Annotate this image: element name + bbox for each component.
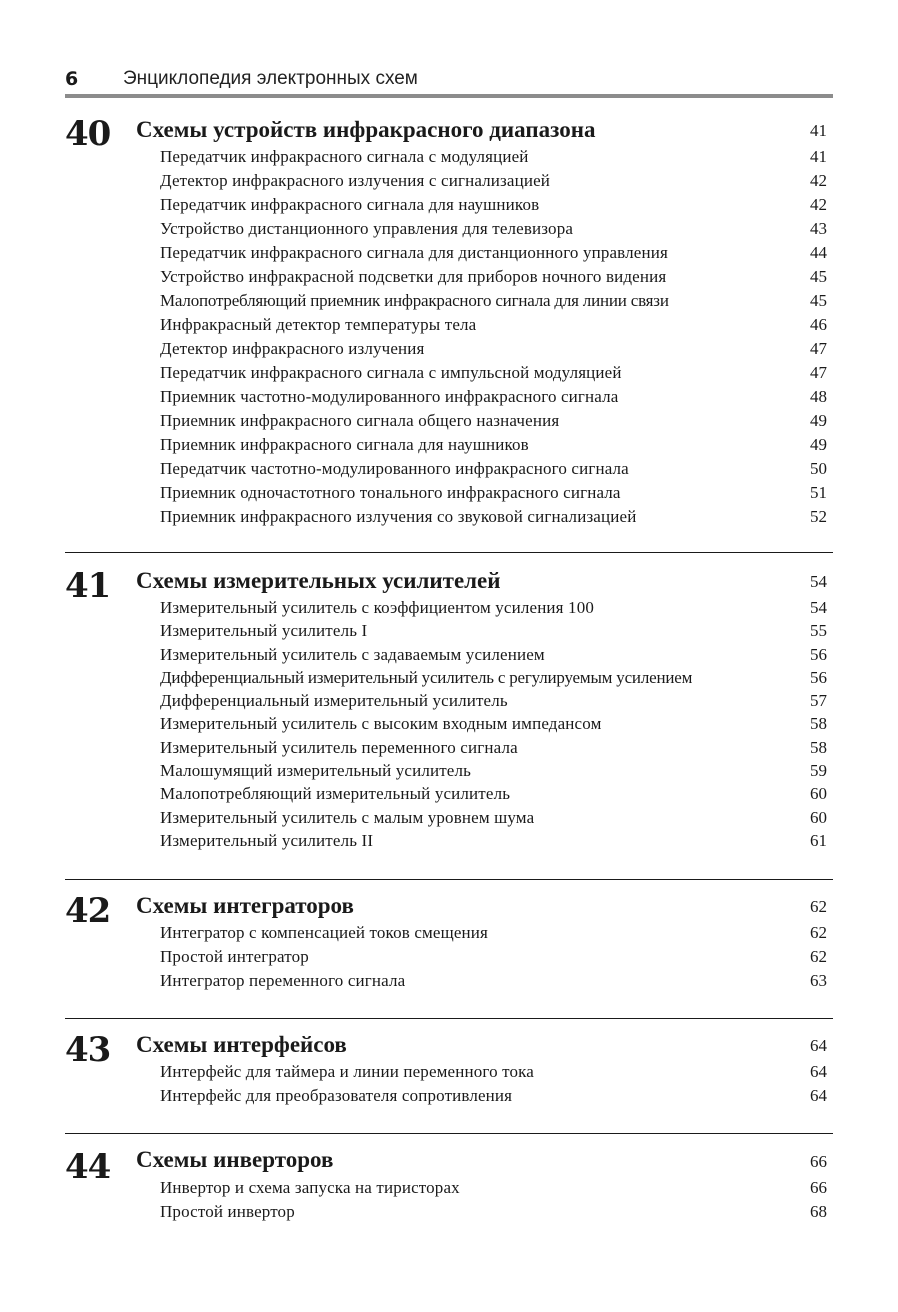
entry-title: Дифференциальный измерительный усилитель с регулируемым усилением <box>160 667 693 687</box>
chapter-number: 42 <box>65 891 111 931</box>
chapter-divider <box>65 1018 833 1019</box>
entry-title: Измерительный усилитель I <box>160 621 368 641</box>
toc-entry[interactable] <box>160 619 827 642</box>
entry-page: 58 <box>810 714 827 734</box>
book-title: Энциклопедия электронных схем <box>123 68 418 89</box>
toc-entry[interactable] <box>160 782 827 805</box>
entry-page: 61 <box>810 830 827 850</box>
entry-page: 46 <box>810 315 827 334</box>
chapter-divider <box>65 879 833 880</box>
entry-title: Малопотребляющий измерительный усилитель <box>160 784 511 804</box>
entry-title: Передатчик инфракрасного сигнала с импульсной модуляцией <box>160 363 622 382</box>
toc-entry[interactable] <box>160 385 827 409</box>
chapter-title[interactable]: Схемы измерительных усилителей <box>136 568 501 593</box>
toc-entry[interactable] <box>160 481 827 505</box>
entry-title: Передатчик инфракрасного сигнала для наушников <box>160 195 540 214</box>
toc-entry[interactable] <box>160 945 827 969</box>
entry-title: Малопотребляющий приемник инфракрасного сигнала для линии связи <box>160 291 669 310</box>
entry-title: Передатчик инфракрасного сигнала для дистанционного управления <box>160 243 668 262</box>
entry-page: 64 <box>810 1062 827 1081</box>
toc-entry[interactable] <box>160 596 827 619</box>
entry-page: 45 <box>810 291 827 310</box>
entry-page: 41 <box>810 147 827 166</box>
entry-title: Малошумящий измерительный усилитель <box>160 761 472 781</box>
entry-title: Интерфейс для таймера и линии переменного тока <box>160 1062 534 1081</box>
entry-title: Интегратор с компенсацией токов смещения <box>160 923 489 942</box>
entry-title: Измерительный усилитель II <box>160 830 374 850</box>
entry-page: 60 <box>810 784 827 804</box>
entry-page: 49 <box>810 411 827 430</box>
entry-title: Измерительный усилитель с высоким входным импедансом <box>160 714 602 734</box>
entry-page: 58 <box>810 737 827 757</box>
entry-title: Приемник инфракрасного излучения со звуковой сигнализацией <box>160 507 637 526</box>
entry-list <box>160 1176 827 1224</box>
entry-page: 59 <box>810 761 827 781</box>
entry-page: 63 <box>810 971 827 990</box>
entry-list <box>160 1060 827 1108</box>
entry-title: Измерительный усилитель переменного сигнала <box>160 737 518 757</box>
entry-title: Простой интегратор <box>160 947 309 966</box>
toc-entry[interactable] <box>160 505 827 529</box>
toc-entry[interactable] <box>160 736 827 759</box>
toc-entry[interactable] <box>160 1060 827 1084</box>
entry-page: 52 <box>810 507 827 526</box>
entry-page: 47 <box>810 339 827 358</box>
chapter-page: 54 <box>810 572 827 591</box>
header-rule <box>65 94 833 98</box>
entry-title: Приемник инфракрасного сигнала для наушников <box>160 435 529 454</box>
entry-title: Приемник инфракрасного сигнала общего назначения <box>160 411 560 430</box>
entry-title: Устройство дистанционного управления для телевизора <box>160 219 574 238</box>
toc-entry[interactable] <box>160 759 827 782</box>
entry-title: Простой инвертор <box>160 1202 295 1221</box>
entry-page: 56 <box>810 644 827 664</box>
entry-page: 54 <box>810 598 827 617</box>
entry-page: 55 <box>810 621 827 641</box>
chapter-title[interactable]: Схемы интеграторов <box>136 893 354 918</box>
entry-page: 42 <box>810 171 827 190</box>
entry-title: Инфракрасный детектор температуры тела <box>160 315 477 334</box>
entry-title: Измерительный усилитель с коэффициентом усиления 100 <box>160 598 595 617</box>
chapter-page: 62 <box>810 897 827 916</box>
toc-entry[interactable] <box>160 409 827 433</box>
entry-title: Детектор инфракрасного излучения <box>160 339 425 358</box>
chapter-divider <box>65 552 833 553</box>
entry-page: 45 <box>810 267 827 286</box>
toc-entry[interactable] <box>160 193 827 217</box>
chapter-title[interactable]: Схемы инверторов <box>136 1147 334 1172</box>
toc-entry[interactable] <box>160 457 827 481</box>
chapter-number: 40 <box>65 114 111 154</box>
entry-list <box>160 921 827 993</box>
toc-entry[interactable] <box>160 265 827 289</box>
chapter-number: 43 <box>65 1030 111 1070</box>
entry-page: 68 <box>810 1202 827 1221</box>
toc-entry[interactable] <box>160 433 827 457</box>
entry-title: Передатчик инфракрасного сигнала с модуляцией <box>160 147 529 166</box>
entry-page: 56 <box>810 667 827 687</box>
toc-entry[interactable] <box>160 921 827 945</box>
toc-entry[interactable] <box>160 1084 827 1108</box>
entry-title: Измерительный усилитель с задаваемым усилением <box>160 644 545 664</box>
toc-entry[interactable] <box>160 217 827 241</box>
chapter-number: 44 <box>65 1147 111 1187</box>
entry-page: 47 <box>810 363 827 382</box>
chapter-number: 41 <box>65 566 111 606</box>
chapter-page: 64 <box>810 1036 827 1055</box>
running-header <box>65 66 833 96</box>
entry-page: 51 <box>810 483 827 502</box>
entry-title: Приемник одночастотного тонального инфракрасного сигнала <box>160 483 621 502</box>
chapter-divider <box>65 1133 833 1134</box>
entry-title: Передатчик частотно-модулированного инфракрасного сигнала <box>160 459 629 478</box>
entry-page: 50 <box>810 459 827 478</box>
entry-page: 64 <box>810 1086 827 1105</box>
toc-entry[interactable] <box>160 689 827 712</box>
entry-page: 66 <box>810 1178 827 1197</box>
entry-page: 62 <box>810 947 827 966</box>
entry-title: Интегратор переменного сигнала <box>160 971 406 990</box>
chapter-title[interactable]: Схемы устройств инфракрасного диапазона <box>136 117 596 142</box>
entry-page: 62 <box>810 923 827 942</box>
entry-title: Инвертор и схема запуска на тиристорах <box>160 1178 460 1197</box>
entry-page: 49 <box>810 435 827 454</box>
toc-entry[interactable] <box>160 289 827 313</box>
entry-page: 48 <box>810 387 827 406</box>
entry-title: Приемник частотно-модулированного инфракрасного сигнала <box>160 387 619 406</box>
toc-entry[interactable] <box>160 1176 827 1200</box>
entry-page: 57 <box>810 691 827 711</box>
entry-list <box>160 145 827 529</box>
page-number: 6 <box>65 68 79 90</box>
entry-page: 60 <box>810 807 827 827</box>
entry-title: Детектор инфракрасного излучения с сигнализацией <box>160 171 551 190</box>
toc-entry[interactable] <box>160 969 827 993</box>
toc-entry[interactable] <box>160 145 827 169</box>
entry-title: Интерфейс для преобразователя сопротивления <box>160 1086 513 1105</box>
toc-entry[interactable] <box>160 643 827 666</box>
toc-entry[interactable] <box>160 169 827 193</box>
toc-entry[interactable] <box>160 666 827 689</box>
chapter-title[interactable]: Схемы интерфейсов <box>136 1032 347 1057</box>
entry-page: 44 <box>810 243 827 262</box>
entry-title: Устройство инфракрасной подсветки для приборов ночного видения <box>160 267 667 286</box>
entry-title: Измерительный усилитель с малым уровнем шума <box>160 807 535 827</box>
toc-entry[interactable] <box>160 712 827 735</box>
toc-entry[interactable] <box>160 241 827 265</box>
entry-page: 43 <box>810 219 827 238</box>
entry-list <box>160 596 827 852</box>
toc-entry[interactable] <box>160 337 827 361</box>
entry-page: 42 <box>810 195 827 214</box>
chapter-page: 41 <box>810 121 827 140</box>
toc-entry[interactable] <box>160 829 827 852</box>
toc-entry[interactable] <box>160 806 827 829</box>
entry-title: Дифференциальный измерительный усилитель <box>160 691 508 711</box>
toc-entry[interactable] <box>160 313 827 337</box>
toc-entry[interactable] <box>160 1200 827 1224</box>
chapter-page: 66 <box>810 1152 827 1171</box>
toc-entry[interactable] <box>160 361 827 385</box>
